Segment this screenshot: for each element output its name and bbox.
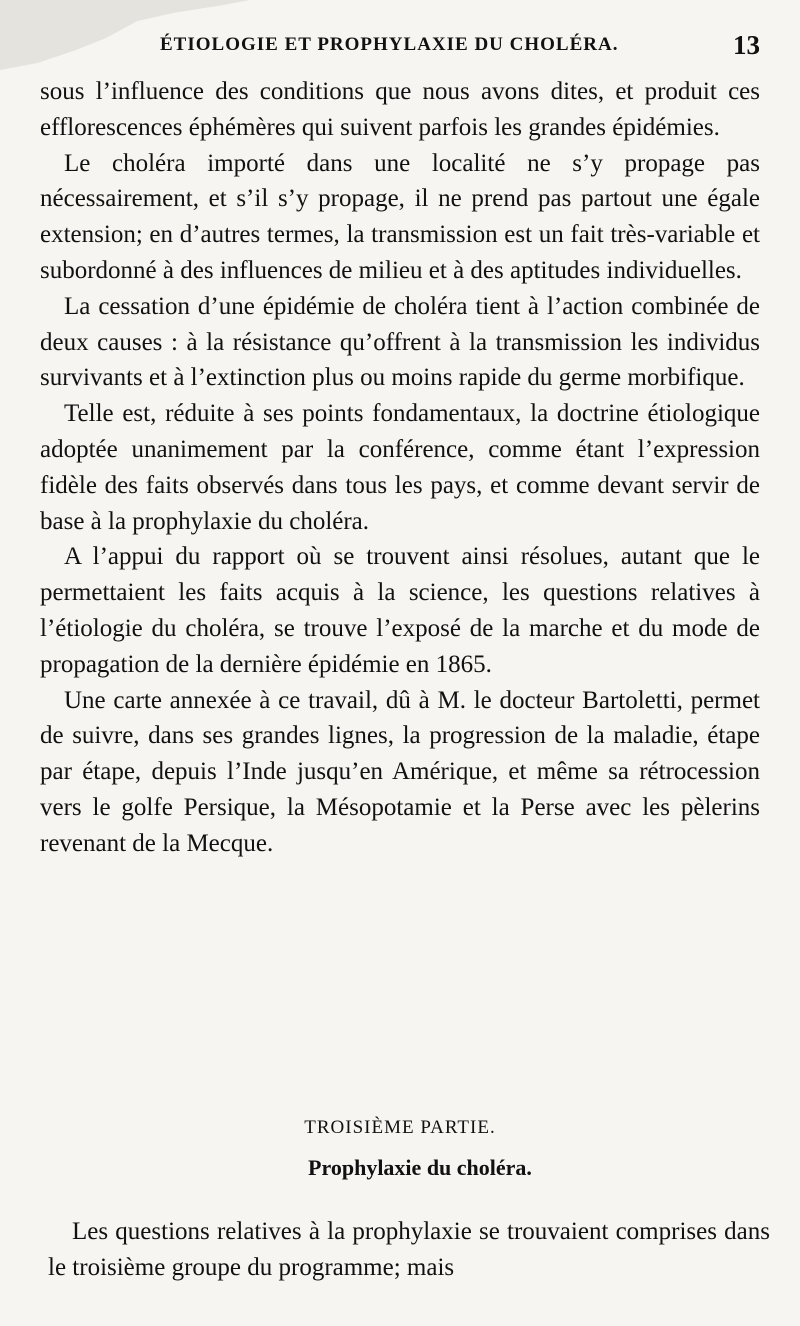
- page-number: 13: [733, 30, 760, 60]
- part-title: TROISIÈME PARTIE.: [304, 1117, 496, 1138]
- body-text: [40, 74, 760, 862]
- running-head: [40, 30, 760, 66]
- paragraph: Les questions relatives à la prophylaxie se trouvaient comprises dans le troisième groupe du programme; mais: [48, 1218, 770, 1281]
- paragraph: A l’appui du rapport où se trouvent ainsi résolues, autant que le permettaient les faits acquis à la science, les questions relatives à l’étiologie du choléra, se trouve l’exposé de la marche et du mode de propagation de la dernière épidémie en 1865.: [40, 543, 760, 678]
- running-title: ÉTIOLOGIE ET PROPHYLAXIE DU CHOLÉRA.: [160, 34, 619, 55]
- paragraph: Telle est, réduite à ses points fondamentaux, la doctrine étiologique adoptée unanimement par la conférence, comme étant l’expression fidèle des faits observés dans tous les pays, et comme devant servir de base à la prophylaxie du choléra.: [40, 400, 760, 535]
- paragraph: sous l’influence des conditions que nous avons dites, et produit ces efflorescences éphémères qui suivent parfois les grandes épidémies.: [40, 78, 760, 141]
- closing-text: [48, 1214, 770, 1286]
- paragraph: Une carte annexée à ce travail, dû à M. le docteur Bartoletti, permet de suivre, dans ses grandes lignes, la progression de la maladie, étape par étape, depuis l’Inde jusqu’en Amérique, et même sa rétrocession vers le golfe Persique, la Mésopotamie et la Perse avec les pèlerins revenant de la Mecque.: [40, 686, 760, 857]
- part-subtitle: Prophylaxie du choléra.: [308, 1155, 532, 1180]
- paragraph: La cessation d’une épidémie de choléra tient à l’action combinée de deux causes : à la résistance qu’offrent à la transmission les individus survivants et à l’extinction plus ou moins rapide du germe morbifique.: [40, 292, 760, 392]
- paragraph: Le choléra importé dans une localité ne s’y propage pas nécessairement, et s’il s’y propage, il ne prend pas partout une égale extension; en d’autres termes, la transmission est un fait très-variable et subordonné à des influences de milieu et à des aptitudes individuelles.: [40, 149, 760, 284]
